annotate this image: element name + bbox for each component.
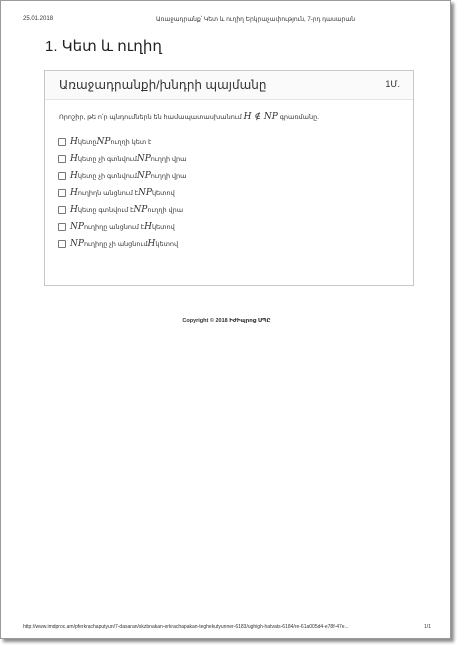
option-text: ուղղի վրա — [147, 206, 184, 214]
option-text: կետը գտնվում է — [77, 206, 134, 214]
answer-option-7[interactable] — [58, 235, 186, 252]
option-math: NP — [136, 153, 151, 164]
option-text: կետը չի գտնվում — [77, 172, 137, 180]
option-text: ուղիղը անցնում է — [83, 223, 145, 231]
answer-checkbox[interactable] — [58, 138, 66, 146]
footer-page-number: 1/1 — [424, 624, 431, 630]
task-card — [44, 70, 414, 286]
task-card-label: Առաջադրանքի/խնդրի պայմանը — [59, 78, 267, 92]
option-text: կետով — [151, 223, 175, 231]
answer-option-6[interactable] — [58, 218, 186, 235]
answer-checkbox[interactable] — [58, 172, 66, 180]
option-math: NP — [70, 238, 84, 249]
question-text — [59, 112, 319, 122]
option-text: ուղղի վրա — [150, 172, 187, 180]
option-math: NP — [138, 187, 152, 198]
option-math: NP — [96, 136, 111, 147]
answer-option-2[interactable] — [58, 150, 186, 167]
answer-checkbox[interactable] — [58, 240, 66, 248]
option-math: NP — [70, 221, 84, 232]
footer-url: http://www.imdproc.am/pferkrachaputyun/7-dasaran/skzbnakan-erkrachapakan-teghekutyunner-6183/ughigh-hatvats-6184/re-61a005d4-e78f-47e... — [23, 624, 349, 630]
option-math: H — [144, 221, 152, 232]
answer-checkbox[interactable] — [58, 189, 66, 197]
option-text: կետով — [155, 240, 179, 248]
header-date: 25.01.2018 — [23, 16, 54, 22]
answer-options — [58, 133, 186, 252]
option-text: կետը — [77, 138, 97, 146]
option-text: ուղիղը չի անցնում — [83, 240, 148, 248]
task-points: 1Մ. — [385, 79, 400, 89]
answer-checkbox[interactable] — [58, 223, 66, 231]
option-math: H — [70, 170, 78, 181]
header-title: Առաջադրանք՝ Կետ և ուղիղ Երկրաչափություն, 7-րդ դասարան — [156, 17, 356, 23]
option-math: H — [70, 187, 78, 198]
question-math-h: H — [243, 112, 252, 122]
option-math: H — [147, 238, 156, 249]
option-math: NP — [136, 170, 151, 181]
answer-option-5[interactable] — [58, 201, 186, 218]
option-math: H — [70, 136, 78, 147]
option-math: NP — [133, 204, 148, 215]
question-math-notin: ∉ — [251, 112, 264, 122]
question-prefix: Որոշիր, թե ո՛ր պնդումներն են համապատասխանում — [59, 114, 242, 121]
copyright-text: Copyright © 2018 ԻԺԻպրոց ՍՊԸ — [182, 318, 271, 324]
answer-option-4[interactable] — [58, 184, 186, 201]
option-text: կետը չի գտնվում — [77, 155, 137, 163]
option-text: ուղիղն անցնում է — [77, 189, 138, 197]
option-math: H — [70, 153, 78, 164]
answer-checkbox[interactable] — [58, 155, 66, 163]
question-math-np: NP — [263, 112, 278, 122]
answer-option-3[interactable] — [58, 167, 186, 184]
answer-option-1[interactable] — [58, 133, 186, 150]
option-text: ուղղի կետ է — [110, 138, 152, 146]
page-title: 1. Կետ և ուղիղ — [45, 38, 162, 55]
option-math: H — [70, 204, 78, 215]
option-text: ուղղի վրա — [150, 155, 187, 163]
option-text: կետով — [151, 189, 175, 197]
task-card-header — [45, 71, 413, 100]
answer-checkbox[interactable] — [58, 206, 66, 214]
question-suffix: գրառմանը. — [277, 114, 320, 121]
